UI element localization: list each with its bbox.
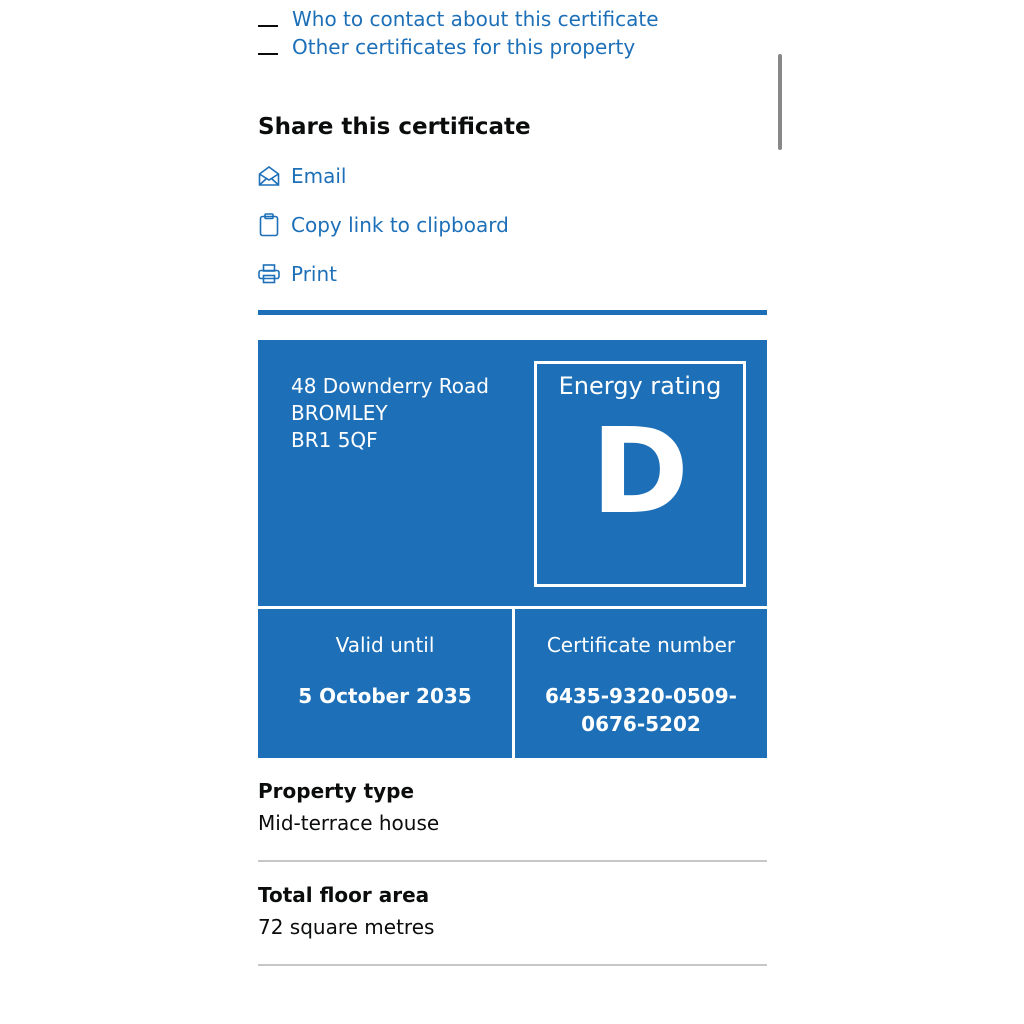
contents-item-other-certificates[interactable] bbox=[258, 35, 635, 59]
certificate-number-line-1: 6435-9320-0509- bbox=[545, 684, 737, 708]
dash-icon bbox=[258, 53, 278, 55]
clipboard-icon bbox=[258, 213, 280, 237]
property-type-value: Mid-terrace house bbox=[258, 811, 440, 835]
certificate-number-cell bbox=[515, 609, 767, 758]
contents-link-other-certificates[interactable]: Other certificates for this property bbox=[292, 35, 636, 59]
dash-icon bbox=[258, 25, 278, 27]
address-line-1: 48 Downderry Road bbox=[291, 374, 489, 398]
print-label[interactable]: Print bbox=[291, 262, 338, 286]
floor-area-value: 72 square metres bbox=[258, 915, 435, 939]
certificate-number-value bbox=[515, 682, 767, 738]
property-type-label: Property type bbox=[258, 779, 415, 803]
section-divider bbox=[258, 310, 767, 315]
address-line-3: BR1 5QF bbox=[291, 428, 378, 452]
address-line-2: BROMLEY bbox=[291, 401, 388, 425]
print-button[interactable] bbox=[258, 262, 337, 286]
property-type-row bbox=[258, 779, 767, 835]
certificate-card bbox=[258, 340, 767, 758]
energy-rating-label: Energy rating bbox=[558, 372, 722, 400]
valid-until-label: Valid until bbox=[335, 633, 435, 657]
floor-area-row bbox=[258, 883, 767, 939]
certificate-number-label: Certificate number bbox=[546, 633, 736, 657]
contents-link-contact[interactable]: Who to contact about this certificate bbox=[292, 7, 659, 31]
property-address bbox=[291, 373, 489, 454]
scrollbar-thumb[interactable] bbox=[778, 54, 782, 150]
certificate-number-line-2: 0676-5202 bbox=[581, 712, 701, 736]
energy-rating-box bbox=[534, 361, 746, 587]
share-heading: Share this certificate bbox=[258, 114, 531, 140]
summary-divider bbox=[258, 860, 767, 862]
email-link[interactable] bbox=[258, 164, 347, 188]
email-label[interactable]: Email bbox=[291, 164, 347, 188]
floor-area-label: Total floor area bbox=[258, 883, 430, 907]
contents-item-contact[interactable] bbox=[258, 7, 659, 31]
valid-until-cell bbox=[258, 609, 512, 758]
valid-until-value: 5 October 2035 bbox=[298, 684, 472, 708]
summary-divider bbox=[258, 964, 767, 966]
envelope-icon bbox=[258, 164, 280, 188]
copy-link-label[interactable]: Copy link to clipboard bbox=[291, 213, 509, 237]
energy-rating-value: D bbox=[591, 402, 689, 540]
printer-icon bbox=[258, 262, 280, 286]
copy-link-button[interactable] bbox=[258, 213, 509, 237]
